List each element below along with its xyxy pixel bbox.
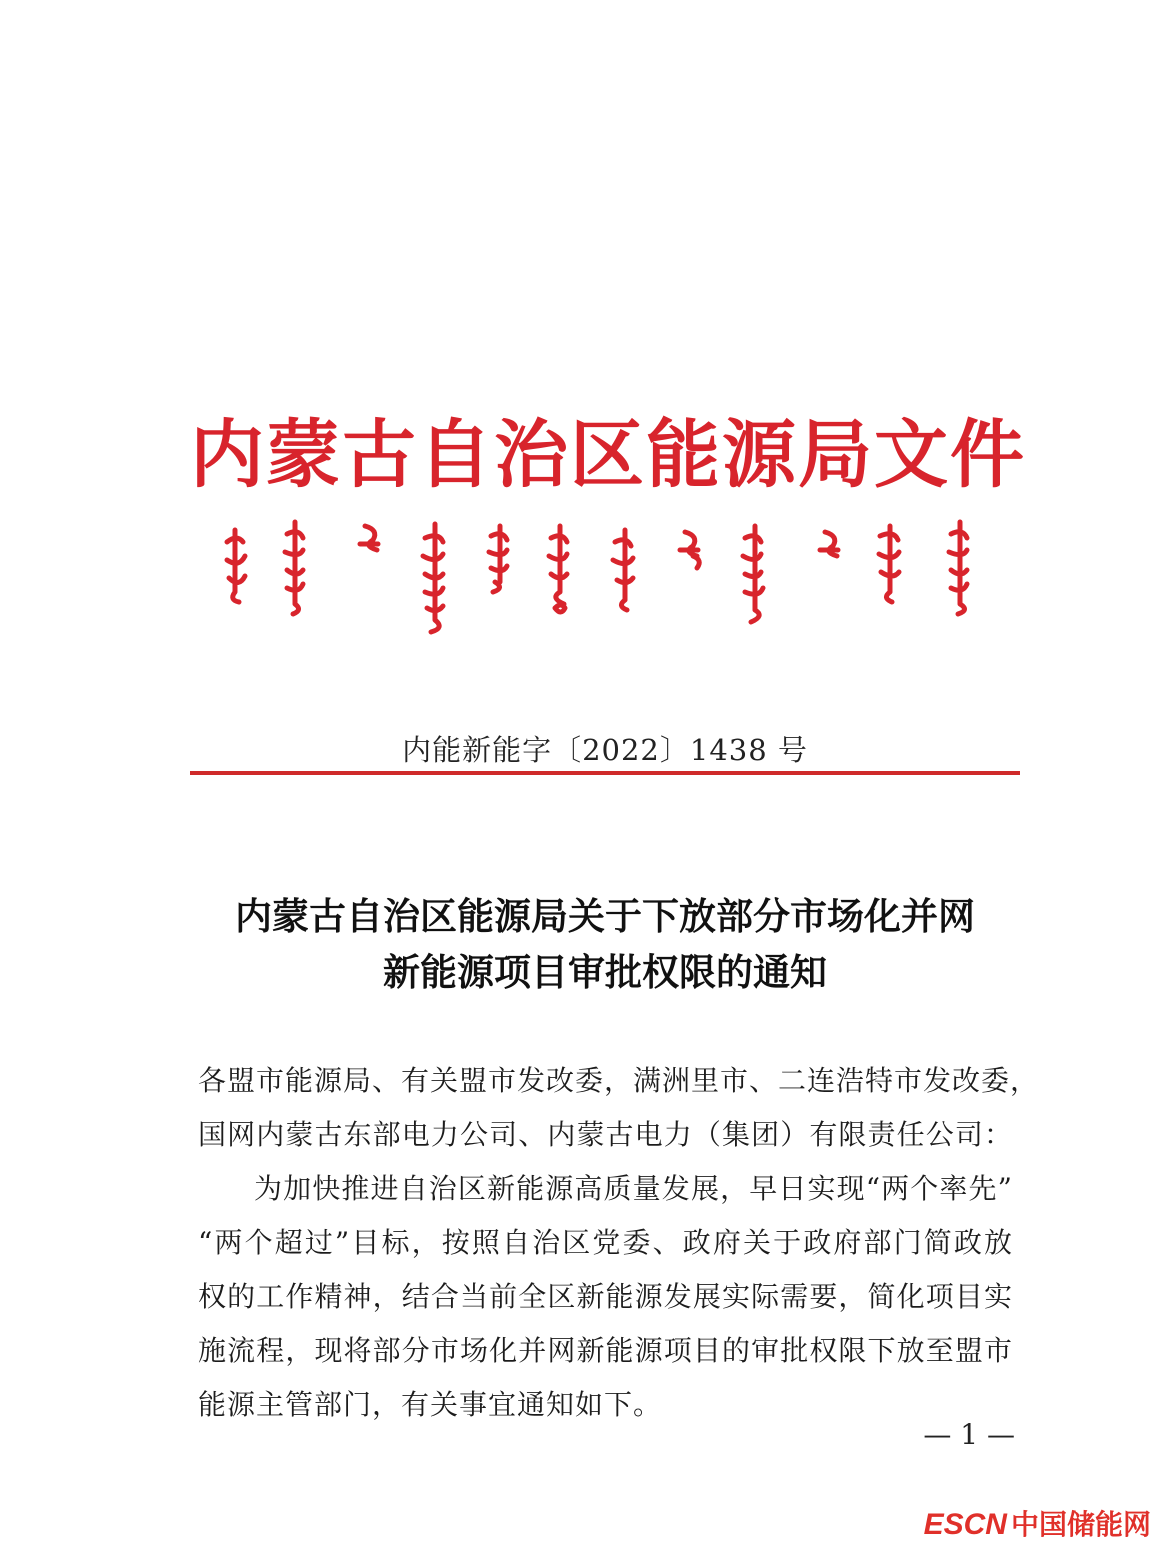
body-line: 施流程，现将部分市场化并网新能源项目的审批权限下放至盟市 [198, 1334, 1013, 1367]
watermark-brand-cn: 中国储能网 [1010, 1509, 1151, 1540]
notice-body [198, 1054, 1040, 1432]
red-divider-line [190, 771, 1020, 775]
mongolian-script-icon [215, 512, 995, 642]
masthead-title: 内蒙古自治区能源局文件 [190, 412, 1026, 498]
notice-title-line-1: 内蒙古自治区能源局关于下放部分市场化并网 [235, 894, 975, 938]
body-line: 各盟市能源局、有关盟市发改委，满洲里市、二连浩特市发改委， [198, 1064, 1040, 1097]
body-line: 为加快推进自治区新能源高质量发展，早日实现“两个率先” [254, 1172, 1013, 1205]
body-line: 国网内蒙古东部电力公司、内蒙古电力（集团）有限责任公司： [198, 1118, 1013, 1151]
notice-title [190, 888, 1020, 1000]
page-number: — 1 — [923, 1418, 1015, 1451]
notice-title-line-2: 新能源项目审批权限的通知 [383, 950, 827, 994]
document-number: 内能新能字〔2022〕1438 号 [402, 733, 808, 767]
body-line: 能源主管部门，有关事宜通知如下。 [198, 1388, 663, 1421]
body-line: 权的工作精神，结合当前全区新能源发展实际需要，简化项目实 [198, 1280, 1013, 1313]
watermark-brand-en: ESCN [923, 1508, 1007, 1541]
body-line: “两个超过”目标，按照自治区党委、政府关于政府部门简政放 [198, 1226, 1013, 1259]
escn-watermark [924, 1503, 1151, 1543]
